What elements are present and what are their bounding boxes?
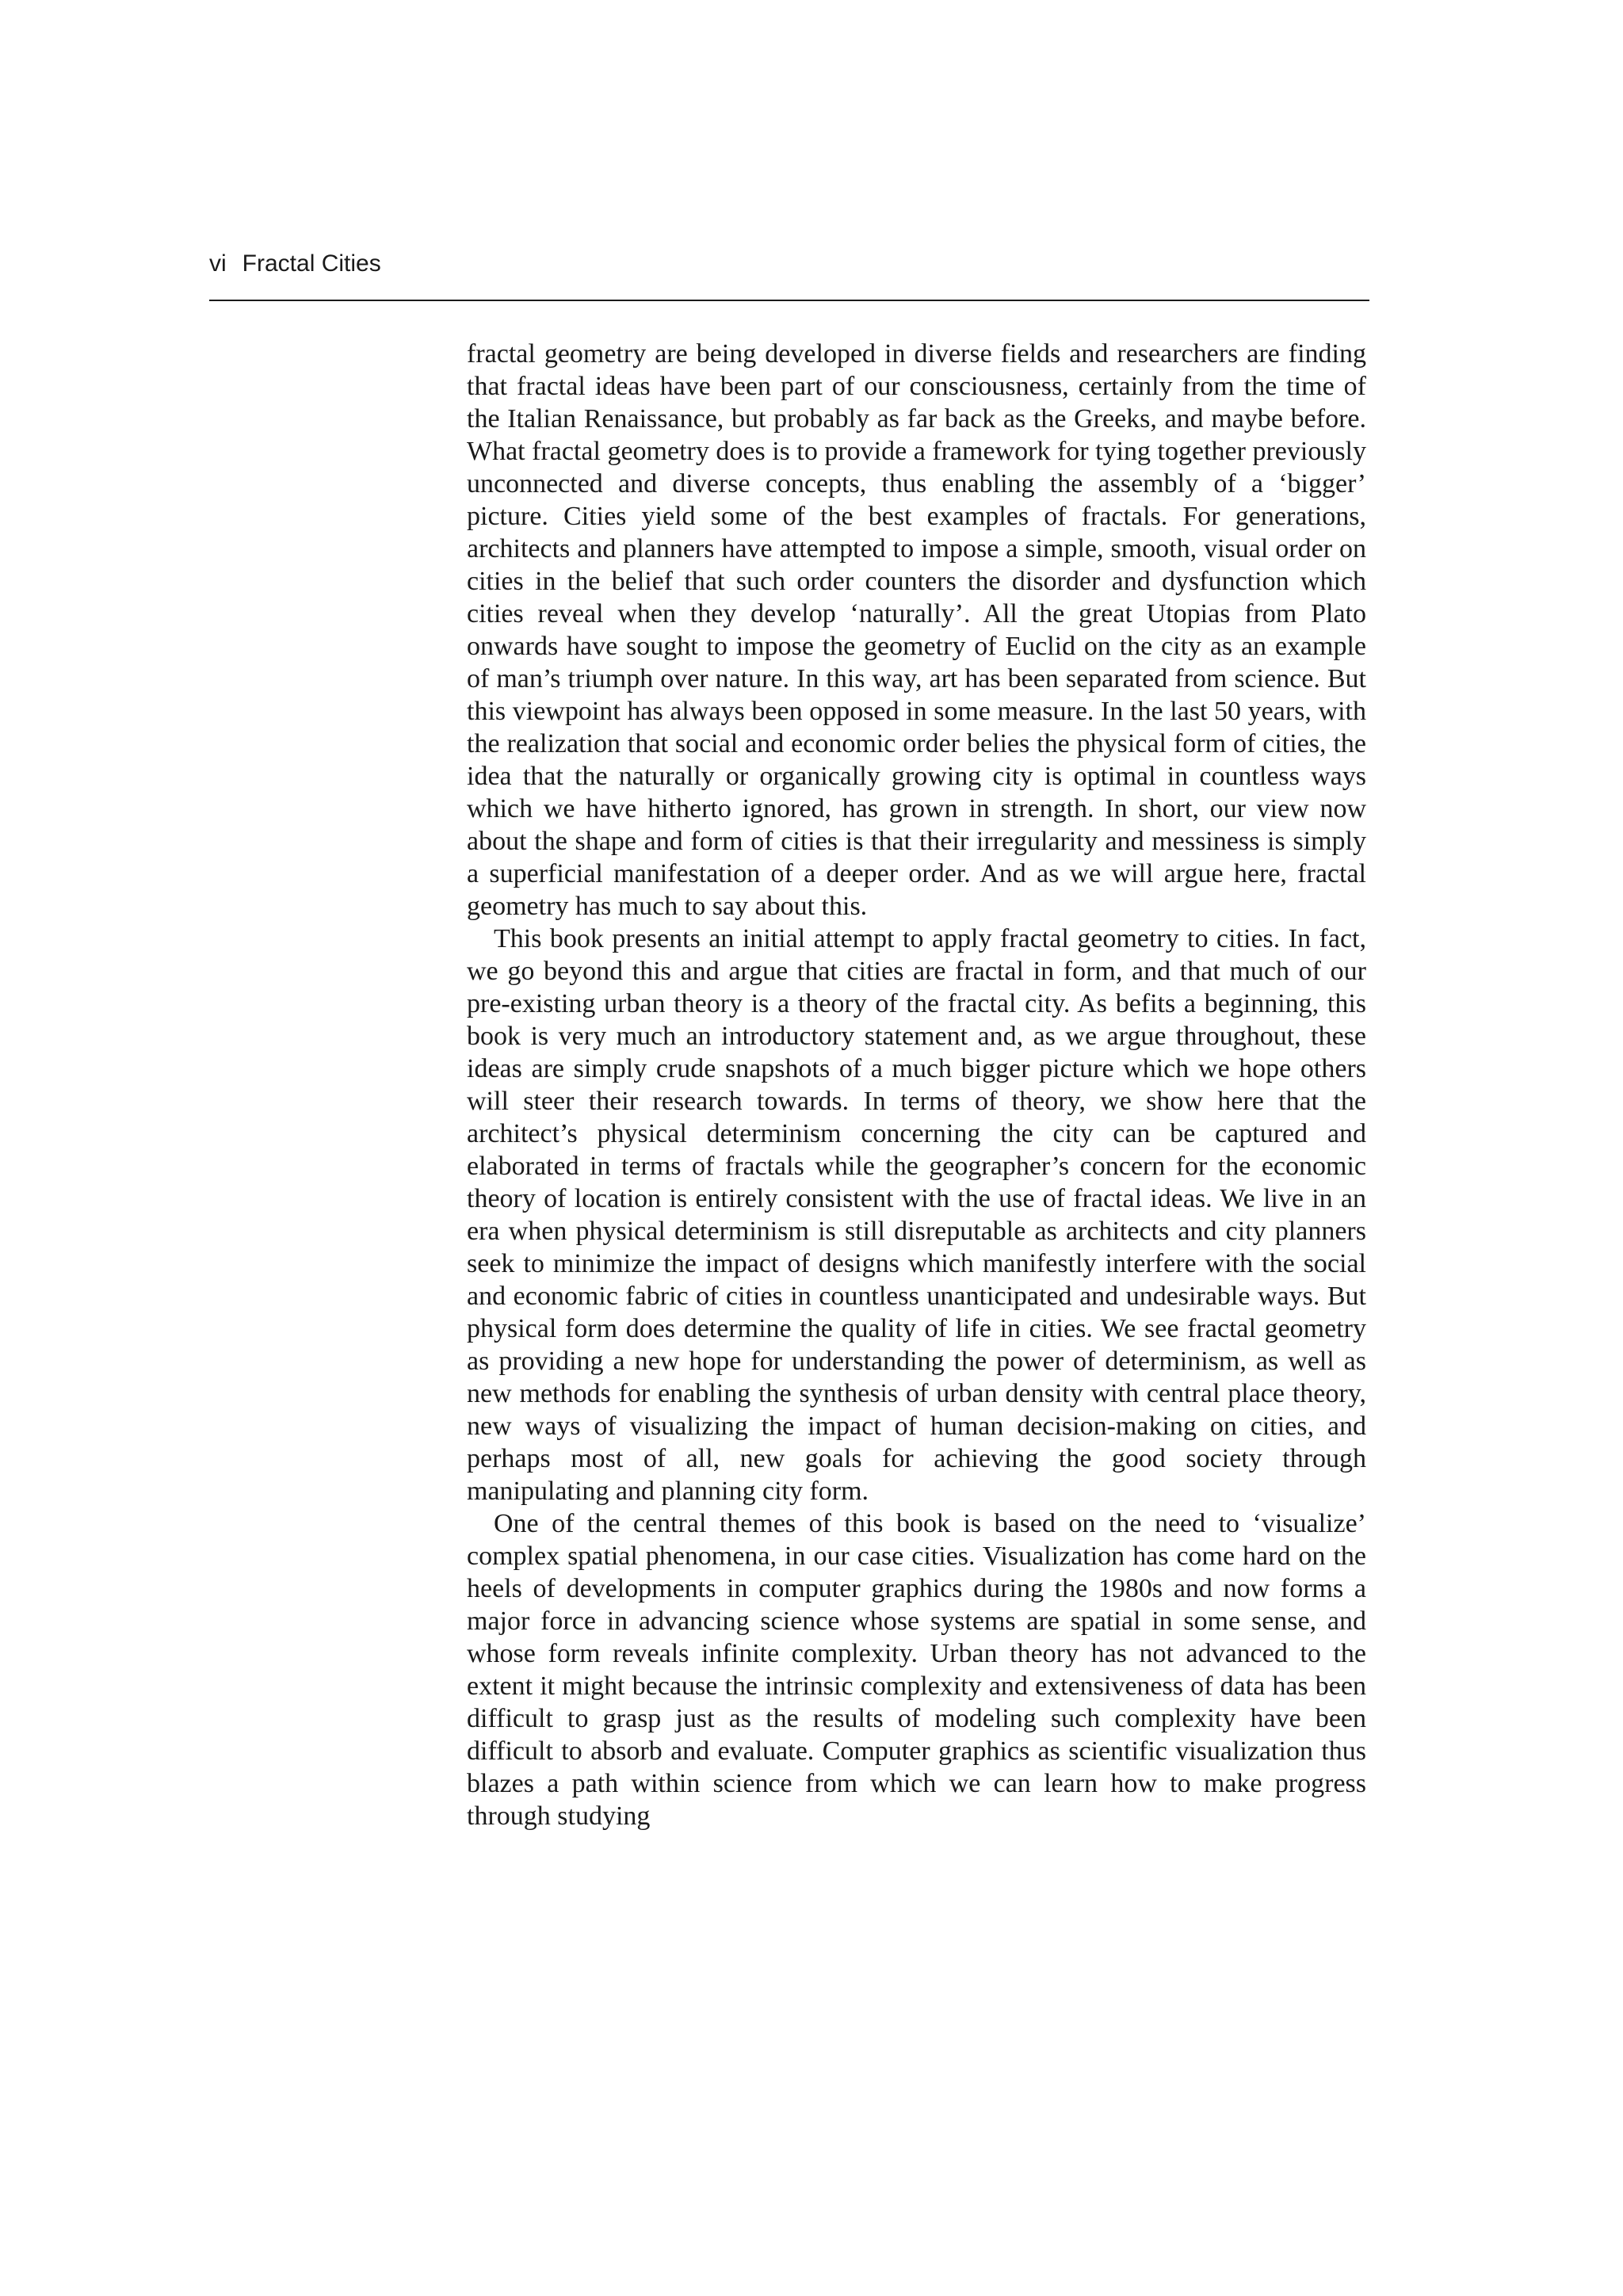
header-rule (209, 300, 1369, 301)
paragraph-1: fractal geometry are being developed in diverse fields and researchers are finding that fractal ideas have been part of our consciousness, certainly from the time of the Italian Renaissance, but probably as far back as the Greeks, and maybe before. What fractal geometry does is to provide a framework for tying together previously unconnected and diverse concepts, thus enabling the assembly of a ‘bigger’ picture. Cities yield some of the best examples of fractals. For generations, architects and planners have attempted to impose a simple, smooth, visual order on cities in the belief that such order counters the disorder and dysfunction which cities reveal when they develop ‘naturally’. All the great Utopias from Plato onwards have sought to impose the geometry of Euclid on the city as an example of man’s triumph over nature. In this way, art has been separated from science. But this viewpoint has always been opposed in some measure. In the last 50 years, with the realization that social and economic order belies the physical form of cities, the idea that the naturally or organically growing city is optimal in countless ways which we have hitherto ignored, has grown in strength. In short, our view now about the shape and form of cities is that their irregularity and messiness is simply a superficial manifestation of a deeper order. And as we will argue here, fractal geometry has much to say about this. (467, 339, 1366, 921)
paragraph-3: One of the central themes of this book is based on the need to ‘visualize’ complex spatial phenomena, in our case cities. Visualization has come hard on the heels of developments in computer graphics during the 1980s and now forms a major force in advancing science whose systems are spatial in some sense, and whose form reveals infinite complexity. Urban theory has not advanced to the extent it might because the intrinsic complexity and extensiveness of data has been difficult to grasp just as the results of modeling such complexity have been difficult to absorb and evaluate. Computer graphics as scientific visualization thus blazes a path within science from which we can learn how to make progress through studying (467, 1509, 1366, 1831)
running-header (209, 252, 381, 276)
paragraph-2: This book presents an initial attempt to apply fractal geometry to cities. In fact, we go beyond this and argue that cities are fractal in form, and that much of our pre-existing urban theory is a theory of the fractal city. As befits a beginning, this book is very much an introductory statement and, as we argue throughout, these ideas are simply crude snapshots of a much bigger picture which we hope others will steer their research towards. In terms of theory, we show here that the architect’s physical determinism concerning the city can be captured and elaborated in terms of fractals while the geographer’s concern for the economic theory of location is entirely consistent with the use of fractal ideas. We live in an era when physical determinism is still disreputable as architects and city planners seek to minimize the impact of designs which manifestly interfere with the social and economic fabric of cities in countless unanticipated and undesirable ways. But physical form does determine the quality of life in cities. We see fractal geometry as providing a new hope for understanding the power of determinism, as well as new methods for enabling the synthesis of urban density with central place theory, new ways of visualizing the impact of human decision-making on cities, and perhaps most of all, new goals for achieving the good society through manipulating and planning city form. (467, 924, 1366, 1506)
page-number: vi (209, 250, 227, 277)
running-title: Fractal Cities (242, 250, 381, 277)
body-text (467, 338, 1366, 1832)
